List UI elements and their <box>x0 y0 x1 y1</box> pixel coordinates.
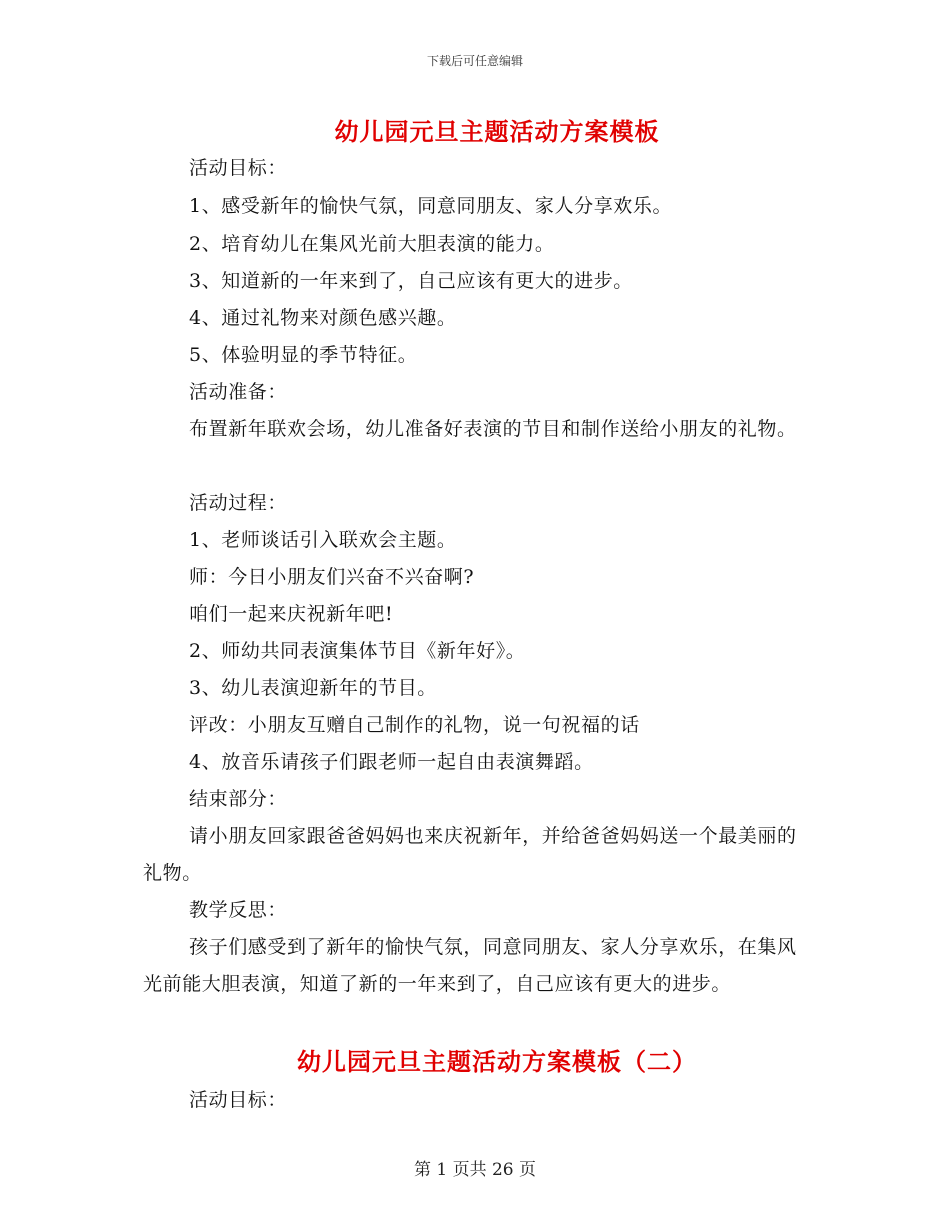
process-step-3: 3、幼儿表演迎新年的节目。 <box>189 677 437 699</box>
process-step-2: 2、师幼共同表演集体节目《新年好》。 <box>189 640 526 662</box>
goal-item-3: 3、知道新的一年来到了，自己应该有更大的进步。 <box>189 270 633 292</box>
celebrate-line: 咱们一起来庆祝新年吧! <box>189 603 394 625</box>
review-line: 评改：小朋友互赠自己制作的礼物，说一句祝福的话 <box>189 714 640 736</box>
process-step-1: 1、老师谈话引入联欢会主题。 <box>189 529 457 551</box>
section-heading-process: 活动过程： <box>189 492 288 514</box>
ending-text: 请小朋友回家跟爸爸妈妈也来庆祝新年，并给爸爸妈妈送一个最美丽的礼物。 <box>143 825 797 884</box>
section-heading-goals: 活动目标： <box>189 157 288 179</box>
goal-item-1: 1、感受新年的愉快气氛，同意同朋友、家人分享欢乐。 <box>189 195 673 217</box>
preparation-text: 布置新年联欢会场，幼儿准备好表演的节目和制作送给小朋友的礼物。 <box>189 418 797 440</box>
page-number-footer: 第 1 页共 26 页 <box>413 1160 537 1180</box>
section-heading-ending: 结束部分： <box>189 788 288 810</box>
goal-item-2: 2、培育幼儿在集风光前大胆表演的能力。 <box>189 233 555 255</box>
goal-item-4: 4、通过礼物来对颜色感兴趣。 <box>189 307 457 329</box>
process-step-4: 4、放音乐请孩子们跟老师一起自由表演舞蹈。 <box>189 751 594 773</box>
section-heading-preparation: 活动准备： <box>189 381 288 403</box>
document-title: 幼儿园元旦主题活动方案模板 <box>334 117 660 146</box>
goal-item-5: 5、体验明显的季节特征。 <box>189 344 418 366</box>
document-title-2: 幼儿园元旦主题活动方案模板（二） <box>297 1047 697 1076</box>
reflection-text: 孩子们感受到了新年的愉快气氛，同意同朋友、家人分享欢乐，在集风光前能大胆表演，知道了新的一年来到了，自己应该有更大的进步。 <box>143 936 797 995</box>
section-heading-reflection: 教学反思： <box>189 899 288 921</box>
header-note: 下载后可任意编辑 <box>426 54 523 68</box>
section-heading-goals-2: 活动目标： <box>189 1089 288 1111</box>
teacher-line: 师：今日小朋友们兴奋不兴奋啊? <box>189 566 475 588</box>
